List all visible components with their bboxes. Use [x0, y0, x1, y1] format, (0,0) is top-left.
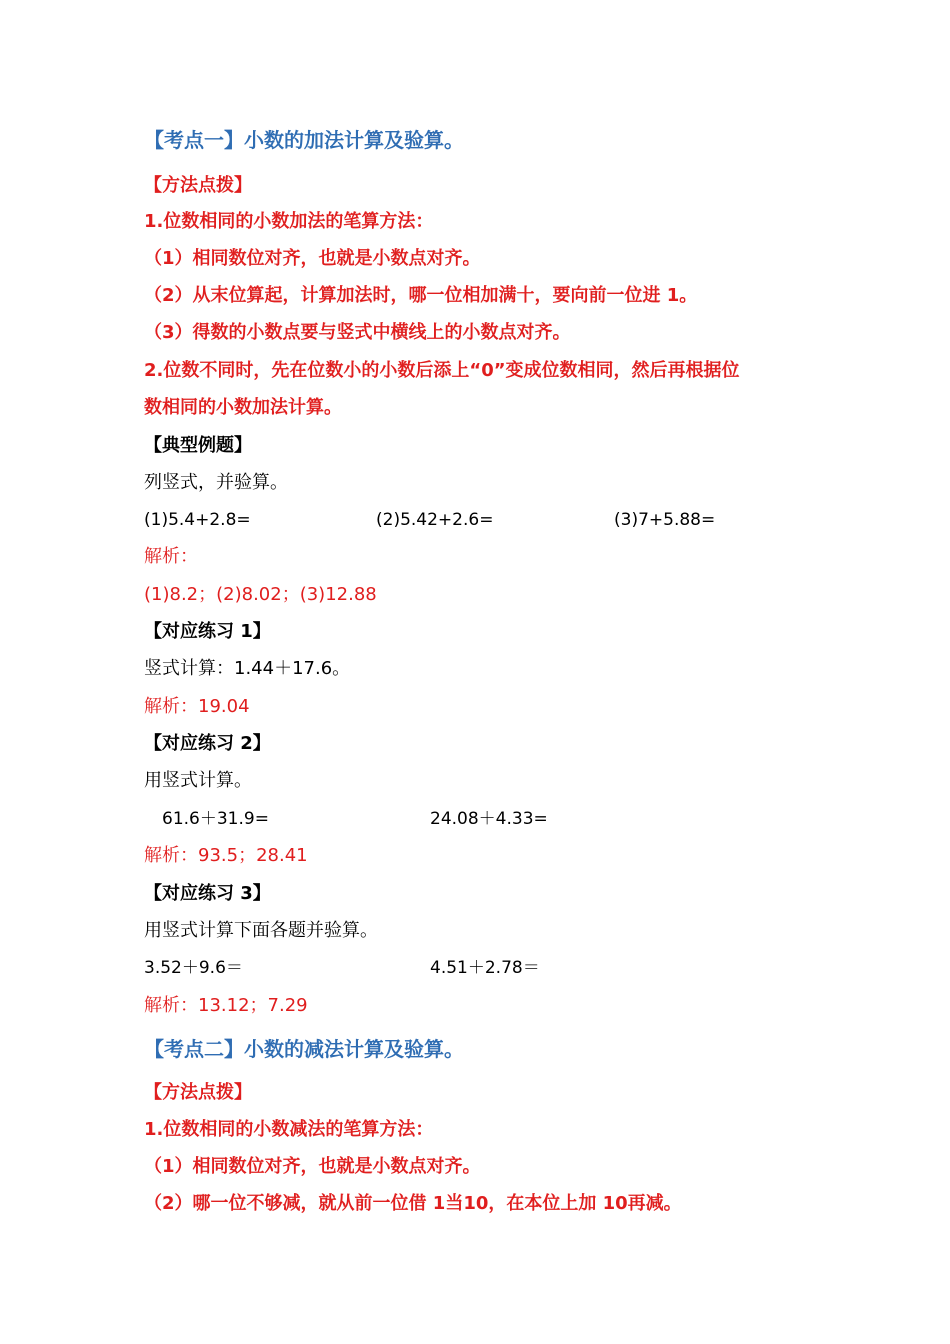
- example-prompt: 列竖式，并验算。: [144, 472, 288, 493]
- section1-sub1: （1）相同数位对齐，也就是小数点对齐。: [144, 248, 481, 269]
- section1-sub3: （3）得数的小数点要与竖式中横线上的小数点对齐。: [144, 322, 571, 343]
- practice2-item-2: 24.08＋4.33=: [430, 809, 548, 829]
- section2-point1: 1.位数相同的小数减法的笔算方法：: [144, 1119, 434, 1140]
- example-analysis-label: 解析：: [144, 546, 198, 567]
- section1-point2-line1: 2.位数不同时，先在位数小的小数后添上“0”变成位数相同，然后再根据位: [144, 360, 740, 381]
- practice2-label: 【对应练习 2】: [144, 733, 271, 754]
- section2-heading: 【考点二】小数的减法计算及验算。: [144, 1037, 464, 1061]
- example-answers: (1)8.2；(2)8.02；(3)12.88: [144, 584, 377, 605]
- section2-sub2: （2）哪一位不够减，就从前一位借 1当10，在本位上加 10再减。: [144, 1193, 682, 1214]
- practice3-label: 【对应练习 3】: [144, 883, 271, 904]
- example-item-2: (2)5.42+2.6=: [376, 510, 494, 530]
- section2-sub1: （1）相同数位对齐，也就是小数点对齐。: [144, 1156, 481, 1177]
- example-item-3: (3)7+5.88=: [614, 510, 716, 530]
- practice2-answer: 解析：93.5；28.41: [144, 845, 308, 866]
- practice1-label: 【对应练习 1】: [144, 621, 271, 642]
- section1-point2-line2: 数相同的小数加法计算。: [144, 397, 342, 418]
- section2-method-label: 【方法点拨】: [144, 1082, 252, 1103]
- section1-method-label: 【方法点拨】: [144, 175, 252, 196]
- practice1-prompt: 竖式计算：1.44＋17.6。: [144, 658, 351, 679]
- example-item-1: (1)5.4+2.8=: [144, 510, 251, 530]
- section1-point1: 1.位数相同的小数加法的笔算方法：: [144, 211, 434, 232]
- section1-sub2: （2）从末位算起，计算加法时，哪一位相加满十，要向前一位进 1。: [144, 285, 698, 306]
- practice3-answer: 解析：13.12；7.29: [144, 995, 308, 1016]
- section1-heading: 【考点一】小数的加法计算及验算。: [144, 128, 464, 152]
- practice3-item-1: 3.52＋9.6＝: [144, 958, 243, 978]
- practice1-answer: 解析：19.04: [144, 696, 250, 717]
- example-label: 【典型例题】: [144, 435, 252, 456]
- practice2-prompt: 用竖式计算。: [144, 770, 252, 791]
- practice3-item-2: 4.51＋2.78＝: [430, 958, 540, 978]
- practice2-item-1: 61.6＋31.9=: [162, 809, 269, 829]
- practice3-prompt: 用竖式计算下面各题并验算。: [144, 920, 378, 941]
